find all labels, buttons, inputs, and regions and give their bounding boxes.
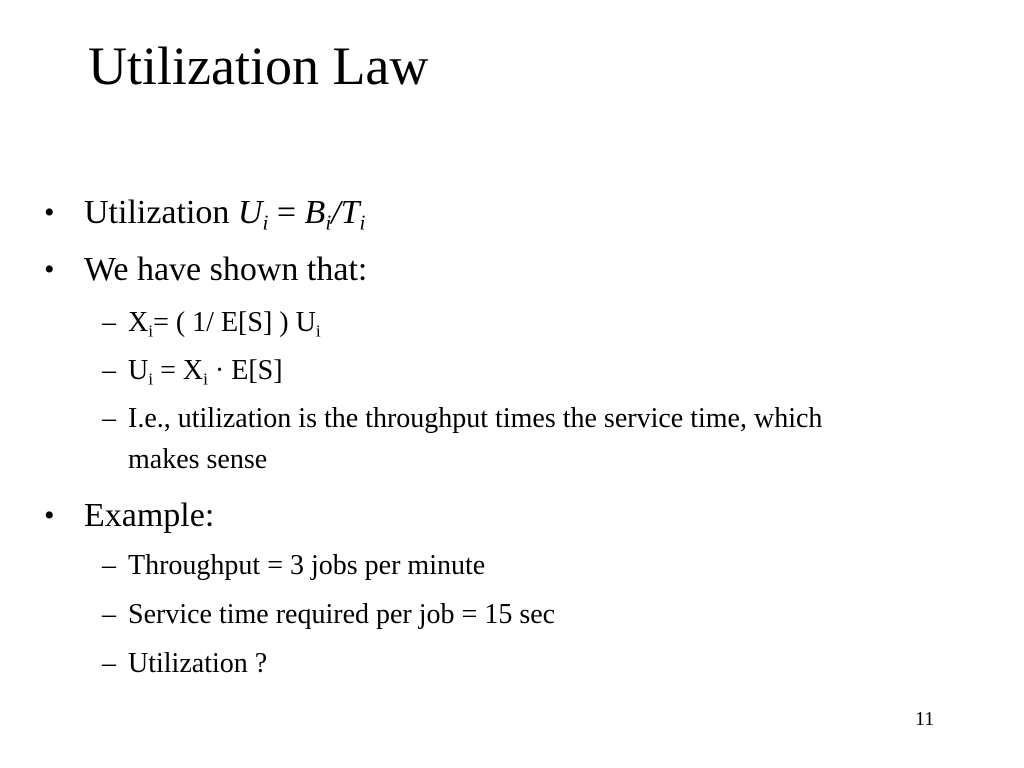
sub-bullet-throughput-formula	[0, 306, 1024, 340]
dash-marker: –	[102, 307, 116, 338]
bullet-text: Example:	[84, 497, 215, 534]
sub-bullet-text: Utilization ?	[128, 648, 268, 679]
page-number: 11	[915, 708, 935, 730]
dash-marker: –	[102, 599, 116, 630]
formula-text: $X_i=$ ( 1/ E[S] ) $U_i$	[128, 307, 321, 341]
sub-bullet-throughput	[0, 549, 1024, 583]
slide-title: Utilization Law	[88, 36, 429, 96]
sub-bullet-text: Throughput = 3 jobs per minute	[128, 550, 486, 581]
dash-marker: –	[102, 550, 116, 581]
sub-bullet-utilization-question	[0, 647, 1024, 681]
dash-marker: –	[102, 648, 116, 679]
bullet-utilization-formula	[0, 193, 1024, 233]
sub-bullet-utilization-formula	[0, 354, 1024, 388]
bullet-marker: •	[44, 499, 55, 532]
sub-bullet-explanation	[0, 402, 1024, 436]
formula-text: Utilization $U_i = B_i/T_i$	[84, 194, 366, 235]
bullet-text: We have shown that:	[84, 251, 368, 288]
dash-marker: –	[102, 403, 116, 434]
bullet-marker: •	[44, 253, 55, 286]
dash-marker: –	[102, 355, 116, 386]
formula-text: $U_i = X_i \cdot E[S]$	[128, 355, 283, 389]
sub-bullet-service-time	[0, 598, 1024, 632]
explanation-line-1: I.e., utilization is the throughput times the service time, which	[128, 403, 823, 434]
bullet-example	[0, 496, 1024, 536]
explanation-line-2: makes sense	[128, 444, 268, 475]
sub-bullet-explanation-cont	[0, 443, 1024, 477]
bullet-we-have-shown	[0, 250, 1024, 290]
bullet-marker: •	[44, 196, 55, 229]
sub-bullet-text: Service time required per job = 15 sec	[128, 599, 556, 630]
